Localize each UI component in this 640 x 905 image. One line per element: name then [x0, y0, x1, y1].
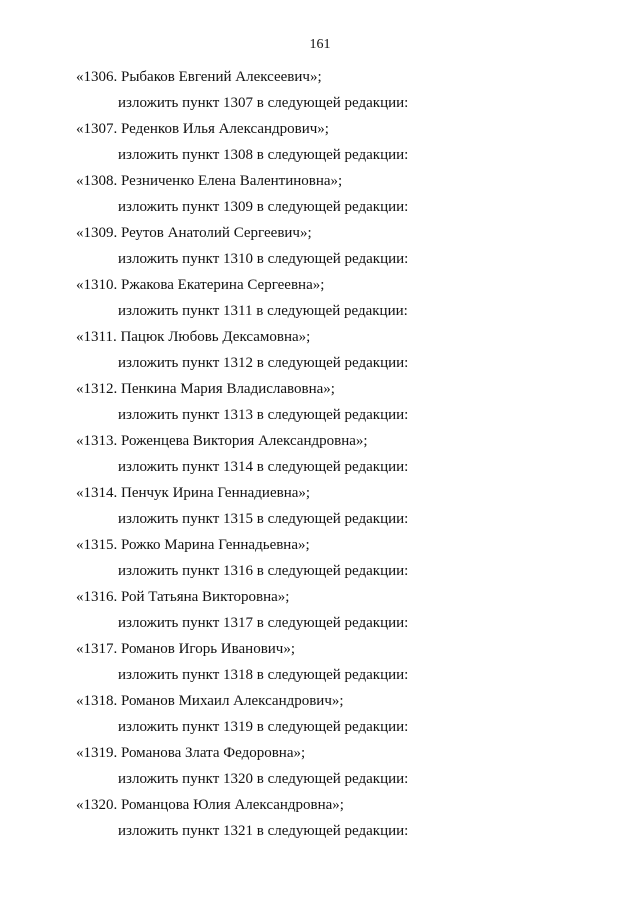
- instruction-line: изложить пункт 1315 в следующей редакции:: [118, 511, 409, 527]
- entry-line: «1312. Пенкина Мария Владиславовна»;: [76, 381, 335, 397]
- instruction-line: изложить пункт 1319 в следующей редакции:: [118, 719, 409, 735]
- instruction-line: изложить пункт 1318 в следующей редакции:: [118, 667, 409, 683]
- instruction-line: изложить пункт 1314 в следующей редакции:: [118, 459, 409, 475]
- instruction-line: изложить пункт 1310 в следующей редакции:: [118, 251, 409, 267]
- instruction-line: изложить пункт 1317 в следующей редакции:: [118, 615, 409, 631]
- entry-line: «1319. Романова Злата Федоровна»;: [76, 745, 306, 761]
- instruction-line: изложить пункт 1307 в следующей редакции:: [118, 95, 409, 111]
- entry-line: «1309. Реутов Анатолий Сергеевич»;: [76, 225, 312, 241]
- entry-line: «1320. Романцова Юлия Александровна»;: [76, 797, 344, 813]
- instruction-line: изложить пункт 1312 в следующей редакции:: [118, 355, 409, 371]
- instruction-line: изложить пункт 1309 в следующей редакции:: [118, 199, 409, 215]
- entry-line: «1318. Романов Михаил Александрович»;: [76, 693, 344, 709]
- instruction-line: изложить пункт 1316 в следующей редакции:: [118, 563, 409, 579]
- entry-line: «1315. Рожко Марина Геннадьевна»;: [76, 537, 310, 553]
- instruction-line: изложить пункт 1311 в следующей редакции:: [118, 303, 408, 319]
- entry-line: «1313. Роженцева Виктория Александровна»;: [76, 433, 368, 449]
- entry-line: «1316. Рой Татьяна Викторовна»;: [76, 589, 290, 605]
- entry-line: «1317. Романов Игорь Иванович»;: [76, 641, 296, 657]
- instruction-line: изложить пункт 1308 в следующей редакции:: [118, 147, 409, 163]
- instruction-line: изложить пункт 1321 в следующей редакции:: [118, 823, 409, 839]
- entry-line: «1307. Реденков Илья Александрович»;: [76, 121, 329, 137]
- entry-line: «1314. Пенчук Ирина Геннадиевна»;: [76, 485, 311, 501]
- instruction-line: изложить пункт 1313 в следующей редакции:: [118, 407, 409, 423]
- entry-line: «1311. Пацюк Любовь Дексамовна»;: [76, 329, 311, 345]
- entry-line: «1310. Ржакова Екатерина Сергеевна»;: [76, 277, 325, 293]
- entry-line: «1306. Рыбаков Евгений Алексеевич»;: [76, 69, 322, 85]
- instruction-line: изложить пункт 1320 в следующей редакции:: [118, 771, 409, 787]
- page-number: 161: [309, 37, 331, 52]
- entry-line: «1308. Резниченко Елена Валентиновна»;: [76, 173, 343, 189]
- document-body: [0, 64, 640, 844]
